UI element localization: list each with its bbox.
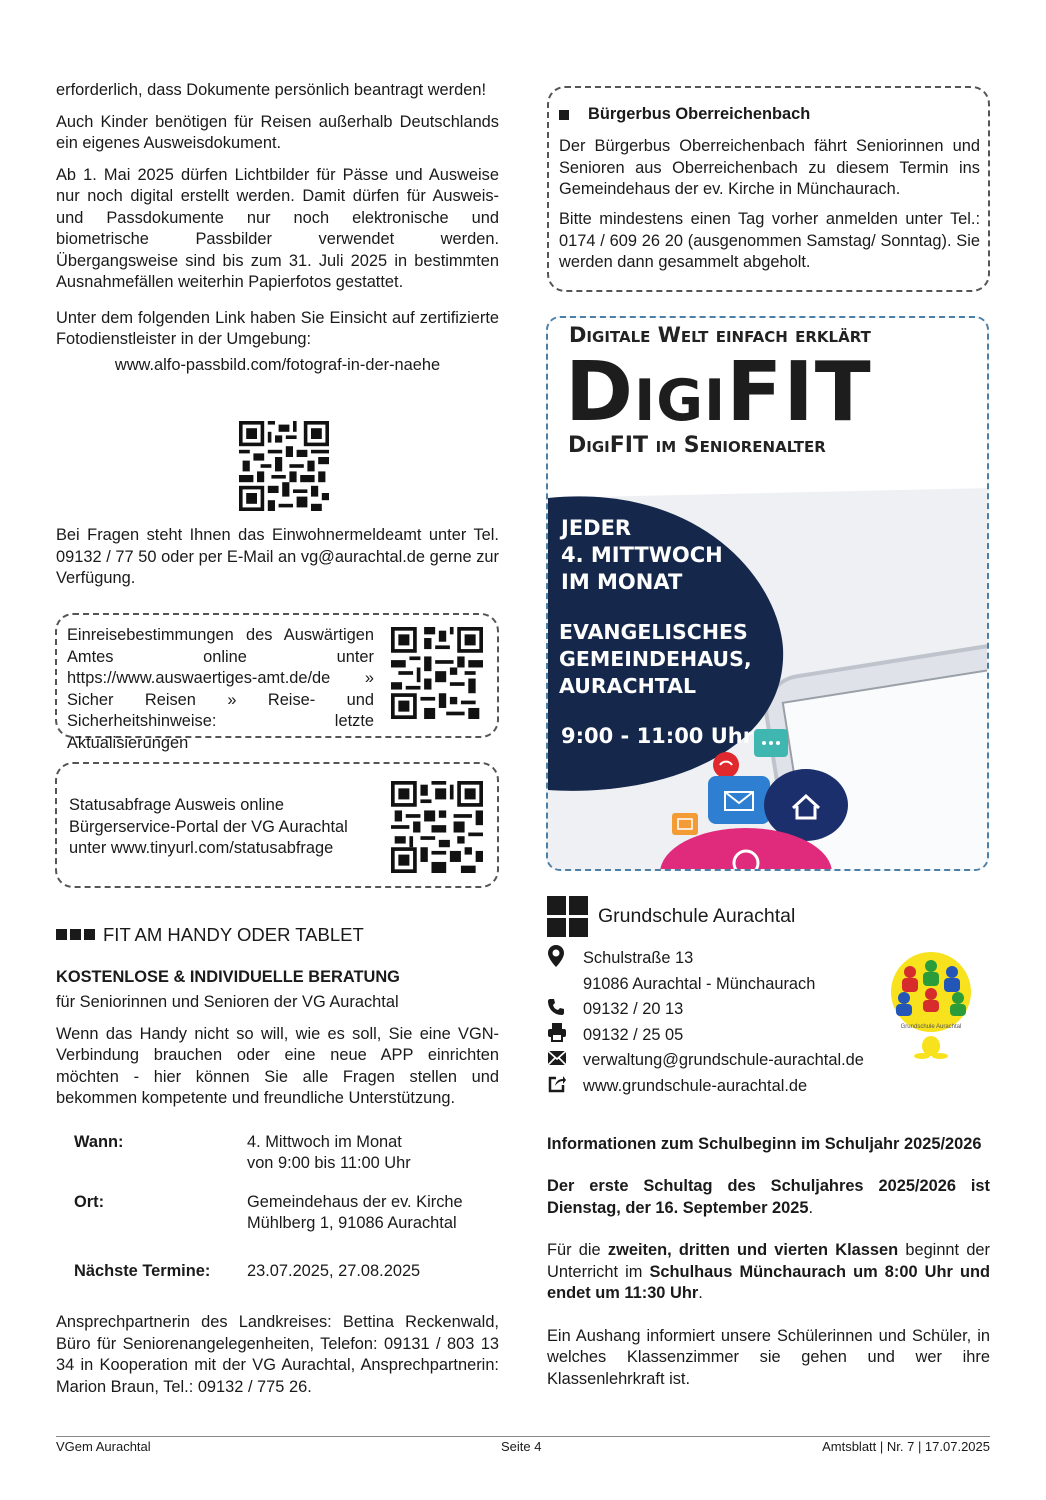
wann-value: [247, 1132, 463, 1175]
school-phone: 09132 / 20 13: [583, 1000, 684, 1019]
fit-paragraph: Wenn das Handy nicht so will, wie es soll, Sie eine VGN-Verbindung brauchen oder eine neue APP einrichten möchten - hier können Sie alle Fragen stellen und bekommen kompetente und freundliche Unterstützung.: [56, 1024, 499, 1107]
wann-value-1: 4. Mittwoch im Monat: [247, 1132, 402, 1151]
termine-value: 23.07.2025, 27.08.2025: [247, 1261, 421, 1280]
ort-value-2: Mühlberg 1, 91086 Aurachtal: [247, 1214, 457, 1232]
children-figures-icon: [896, 960, 966, 1016]
location-pin-icon: [547, 945, 573, 974]
school-logo: [888, 950, 974, 1060]
fit-heading-text: FIT AM HANDY ODER TABLET: [103, 924, 364, 945]
square-bullet-icon: [56, 929, 67, 940]
fax-printer-icon: [547, 1022, 573, 1049]
school-info-notice: Ein Aushang informiert unsere Schülerinnen und Schüler, in welches Klassenzimmer sie gehen und wer ihre Klassenlehrkraft ist.: [547, 1326, 990, 1388]
footer-page-number: Seite 4: [501, 1439, 542, 1454]
table-row: [74, 1132, 463, 1175]
school-logo-text: Grundschule Aurachtal: [900, 1024, 962, 1030]
external-link-icon: [547, 1074, 573, 1101]
digifit-where-3: AURACHTAL: [559, 674, 697, 698]
paragraph-documents: erforderlich, dass Dokumente persönlich beantragt werden!: [56, 81, 487, 99]
school-web-row: [547, 1074, 990, 1100]
fit-subheading: KOSTENLOSE & INDIVIDUELLE BERATUNG: [56, 967, 400, 986]
qr-icon: [239, 421, 329, 511]
qr-icon: [391, 627, 483, 719]
wifi-icon: [713, 752, 739, 778]
digifit-when-1: JEDER: [561, 516, 632, 540]
qr-code-statusabfrage: [391, 781, 483, 873]
school-fax: 09132 / 25 05: [583, 1025, 684, 1044]
school-email[interactable]: verwaltung@grundschule-aurachtal.de: [583, 1051, 864, 1070]
square-bullet-icon: [84, 929, 95, 940]
school-info-first-day: Der erste Schultag des Schuljahres 2025/2026 ist Dienstag, der 16. September 2025.: [547, 1177, 990, 1217]
paragraph-link-intro: Unter dem folgenden Link haben Sie Einsicht auf zertifizierte Fotodienstleister in der Umgebung:: [56, 308, 499, 348]
footer-left: VGem Aurachtal: [56, 1439, 151, 1454]
box-statusabfrage-line3: unter www.tinyurl.com/statusabfrage: [69, 839, 334, 857]
buergerbus-heading-text: Bürgerbus Oberreichenbach: [588, 105, 811, 123]
digifit-when: [561, 515, 723, 596]
school-info-first-day-text: Der erste Schultag des Schuljahres 2025/2026 ist Dienstag, der 16. September 2025: [547, 1177, 990, 1217]
digifit-where-1: EVANGELISCHES: [559, 620, 748, 644]
school-section: [547, 896, 990, 1390]
box-statusabfrage-line2: Bürgerservice-Portal der VG Aurachtal: [69, 817, 348, 836]
school-info-classes-c: beginnt der Unterricht im: [547, 1241, 991, 1281]
ort-value-1: Gemeindehaus der ev. Kirche: [247, 1192, 463, 1211]
left-column: [56, 80, 499, 390]
school-heading: [547, 896, 990, 938]
small-mail-icon: [672, 813, 698, 835]
school-info-classes: Für die zweiten, dritten und vierten Klassen beginnt der Unterricht im Schulhaus Münchaurach um 8:00 Uhr und endet um 11:30 Uhr.: [547, 1241, 991, 1303]
buergerbus-heading: [559, 104, 810, 126]
school-website[interactable]: www.grundschule-aurachtal.de: [583, 1077, 808, 1096]
square-bullet-icon: [559, 110, 569, 120]
buergerbus-paragraph-1: Der Bürgerbus Oberreichenbach fährt Seniorinnen und Senioren aus Oberreichenbach zu diesem Termin ins Gemeindehaus der ev. Kirche in Münchaurach.: [559, 137, 980, 198]
qr-icon: [391, 781, 483, 873]
school-info-classes-a: Für die: [547, 1241, 608, 1260]
link-passbild[interactable]: www.alfo-passbild.com/fotograf-in-der-naehe: [114, 355, 441, 374]
fit-subheading-2: für Seniorinnen und Senioren der VG Aurachtal: [56, 993, 399, 1011]
fit-heading: [56, 924, 499, 946]
table-row: [74, 1192, 463, 1235]
paragraph-photos: Ab 1. Mai 2025 dürfen Lichtbilder für Pässe und Ausweise nur noch digital erstellt werden. Damit dürfen für Ausweis- und Passdokumente nur noch elektronische und biometrische Passbilder verwendet werden. Übergangsweise sind bis zum 31. Juli 2025 in bestimmten Ausnahmefällen weiterhin Papierfotos gestattet.: [56, 165, 499, 291]
contact-paragraph: Ansprechpartnerin des Landkreises: Bettina Reckenwald, Büro für Seniorenangelegenheiten, Telefon: 09131 / 803 13 34 in Kooperation mit der VG Aurachtal, Ansprechpartnerin: Marion Braun, Tel.: 09132 / 775 26.: [56, 1313, 499, 1396]
school-info-heading: Informationen zum Schulbeginn im Schuljahr 2025/2026: [547, 1134, 982, 1153]
school-grid-icon: [547, 896, 589, 938]
box-statusabfrage-line1: Statusabfrage Ausweis online: [69, 796, 285, 814]
box-einreise-text: Einreisebestimmungen des Auswärtigen Amtes online unter https://www.auswaertiges-amt.de/de » Sicher Reisen » Reise- und Sicherheitshinweise: letzte Aktualisierungen: [67, 626, 374, 752]
home-icon: [764, 769, 848, 841]
buergerbus-paragraph-2: Bitte mindestens einen Tag vorher anmelden unter Tel.: 0174 / 609 26 20 (ausgenommen Samstag/ Sonntag). Sie werden dann gesammelt abgeholt.: [559, 210, 980, 271]
fit-section: [56, 924, 499, 1408]
phone-icon: [547, 998, 573, 1023]
termine-label: Nächste Termine:: [74, 1261, 211, 1280]
table-row: [74, 1261, 463, 1283]
square-bullet-icon: [70, 929, 81, 940]
digifit-where: [559, 619, 752, 700]
digifit-time: 9:00 - 11:00 Uhr: [561, 724, 754, 748]
digifit-where-2: GEMEINDEHAUS,: [559, 647, 752, 671]
digifit-subtitle: DigiFIT im Seniorenalter: [568, 433, 826, 458]
page-footer: [56, 1436, 990, 1454]
school-info-classes-d: Schulhaus Münchaurach um 8:00 Uhr und endet um 11:30 Uhr: [547, 1262, 990, 1303]
ort-label: Ort:: [74, 1192, 105, 1211]
school-heading-text: Grundschule Aurachtal: [598, 905, 796, 928]
digifit-flyer: [546, 316, 989, 871]
school-info-classes-b: zweiten, dritten und vierten Klassen: [607, 1241, 899, 1260]
paragraph-questions: Bei Fragen steht Ihnen das Einwohnermeldeamt unter Tel. 09132 / 77 50 oder per E-Mail an vg@aurachtal.de gerne zur Verfügung.: [56, 526, 499, 587]
digifit-when-3: IM MONAT: [561, 570, 683, 594]
digifit-title: DigiFIT: [565, 345, 872, 440]
fit-details-table: [74, 1132, 463, 1283]
left-column-lower: [56, 525, 499, 600]
email-icon: [708, 776, 770, 824]
qr-code-auswaertiges-amt: [391, 627, 483, 719]
paragraph-children: Auch Kinder benötigen für Reisen außerhalb Deutschlands ein eigenes Ausweisdokument.: [56, 112, 499, 152]
school-address-1: Schulstraße 13: [583, 949, 694, 968]
chat-bubble-icon: [754, 729, 788, 757]
wann-value-2: von 9:00 bis 11:00 Uhr: [247, 1154, 411, 1172]
footer-right: Amtsblatt | Nr. 7 | 17.07.2025: [822, 1439, 990, 1454]
school-address-2: 91086 Aurachtal - Münchaurach: [583, 974, 816, 993]
box-buergerbus: [547, 86, 990, 292]
qr-code-passbild: [239, 421, 329, 511]
box-statusabfrage-text: [69, 795, 379, 860]
digifit-kicker: Digitale Welt einfach erklärt: [569, 323, 871, 347]
digifit-when-2: 4. MITTWOCH: [561, 543, 723, 567]
wann-label: Wann:: [74, 1132, 124, 1151]
email-icon: [547, 1050, 573, 1073]
ort-value: [247, 1192, 463, 1235]
